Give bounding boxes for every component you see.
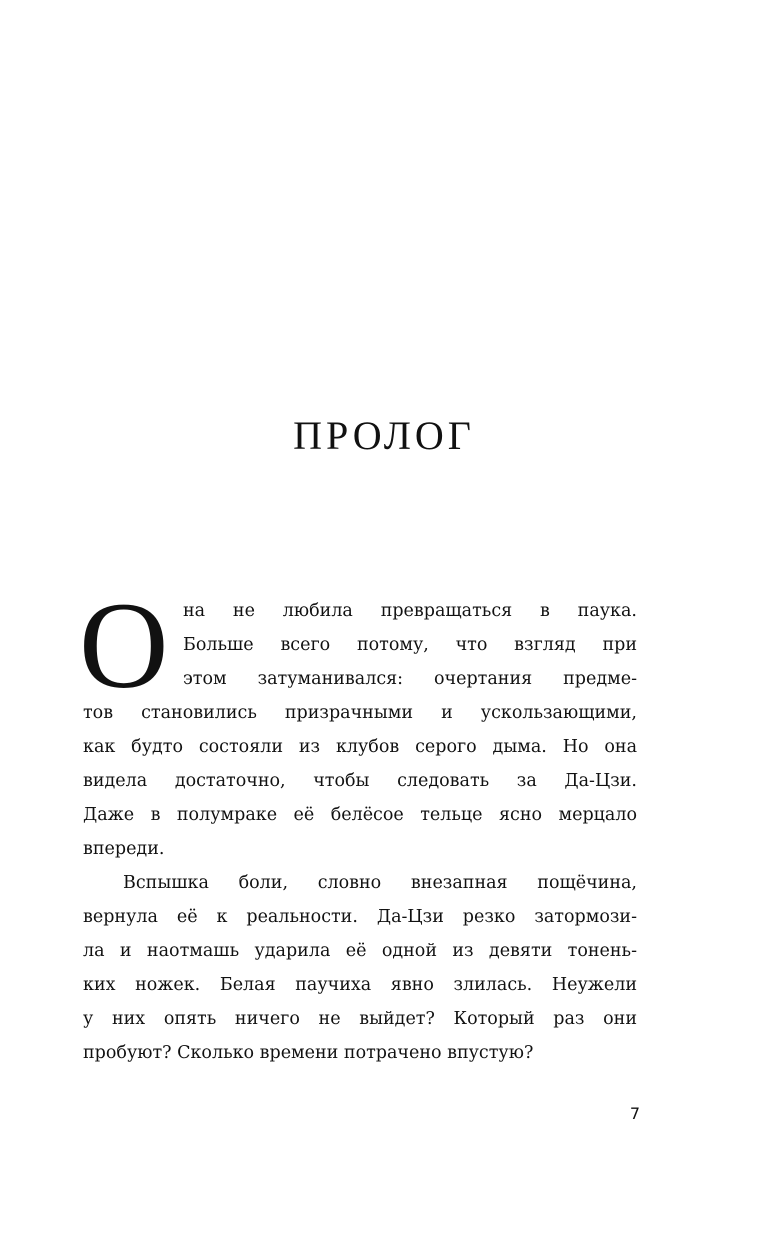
text-line: у них опять ничего не выйдет? Который раз они [83,1009,637,1029]
text-line: Больше всего потому, что взгляд при [183,635,637,655]
text-line: ких ножек. Белая паучиха явно злилась. Неужели [83,975,637,995]
text-line: как будто состояли из клубов серого дыма. Но она [83,737,637,757]
text-line: Даже в полумраке её белёсое тельце ясно мерцало [83,805,637,825]
drop-cap: О [79,577,169,714]
page-number: 7 [629,1104,640,1123]
text-line: Вспышка боли, словно внезапная пощёчина, [123,873,637,893]
text-line: на не любила превращаться в паука. [183,601,637,621]
text-line: впереди. [83,839,165,859]
paragraph-2 [83,866,637,1070]
text-line: вернула её к реальности. Да-Цзи резко затормози- [83,907,637,927]
text-line: ла и наотмашь ударила её одной из девяти тонень- [83,941,637,961]
text-line: этом затуманивался: очертания предме- [183,669,637,689]
body-text [79,577,637,1070]
chapter-title: ПРОЛОГ [293,413,475,458]
text-line: пробуют? Сколько времени потрачено впустую? [83,1043,534,1063]
text-line: тов становились призрачными и ускользающими, [83,703,637,723]
text-line: видела достаточно, чтобы следовать за Да-Цзи. [83,771,637,791]
